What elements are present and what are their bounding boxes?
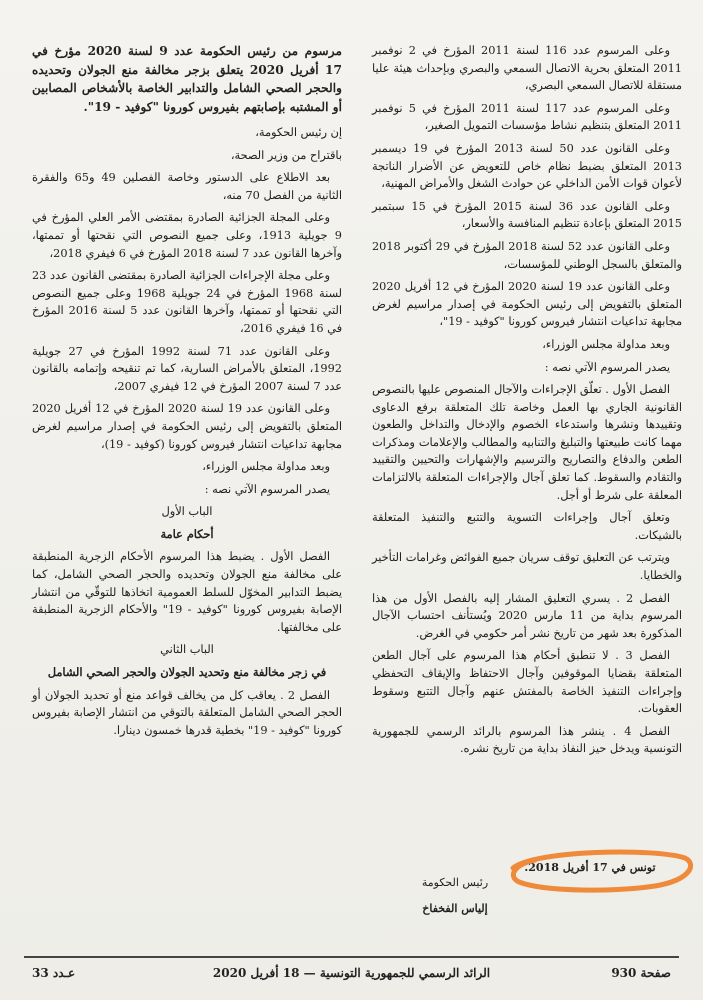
paragraph: يصدر المرسوم الآتي نصه :: [204, 482, 330, 496]
paragraph: الفصل الأول . تعلّق الإجراءات والآجال المنصوص عليها بالنصوص القانونية الجاري بها العمل وخاصة تلك المتعلقة برفع الدعاوى وتقييدها ونشرها واستدعاء الخصوم والإدخال والتداخل والطعون مهما كانت طبيعتها والتبليغ والتنابيه والمطالب والإعلامات ومذكرات الطعن والدفاع والتصاريح والترسيم والإشهارات والتحيين والتقييد والتقادم والسقوط. كما تعلق آجال والإجراءات المتعلقة بالالتزامات المعلقة على شرط أو أجل.: [372, 383, 682, 502]
paragraph: الفصل 3 . لا تنطبق أحكام هذا المرسوم على آجال الطعن المتعلقة بقضايا الموقوفين وآجال الاحتفاظ والإيقاف التحفظي وإجراءات التنفيذ الخاصة بالمفتش عنهم وآجال التتبع وسقوط العقوبات.: [372, 649, 682, 716]
paragraph: وعلى المرسوم عدد 117 لسنة 2011 المؤرخ في 5 نوفمبر 2011 المتعلق بتنظيم نشاط مؤسسات التمويل الصغير،: [372, 101, 682, 133]
chapter-title: في زجر مخالفة منع وتحديد الجولان والحجر الصحي الشامل: [47, 665, 327, 680]
issue-number: عـدد 33: [32, 966, 76, 980]
paragraph: وعلى القانون عدد 19 لسنة 2020 المؤرخ في 12 أفريل 2020 المتعلق بالتفويض إلى رئيس الحكومة في إصدار مراسيم لغرض مجابهة تداعيات انتشار فيروس كورونا (كوفيد - 19)،: [32, 402, 342, 451]
page-footer: [24, 956, 679, 986]
paragraph: ويترتب عن التعليق توقف سريان جميع الفوائض وغرامات التأخير والخطايا.: [372, 551, 682, 583]
paragraph: وتعلق آجال وإجراءات التسوية والتتبع والتنفيذ المتعلقة بالشيكات.: [372, 511, 682, 542]
paragraph: وعلى القانون عدد 52 لسنة 2018 المؤرخ في 29 أكتوبر 2018 والمتعلق بالسجل الوطني للمؤسسات،: [372, 239, 682, 271]
paragraph: يصدر المرسوم الآتي نصه :: [544, 360, 670, 374]
paragraph: وعلى القانون عدد 19 لسنة 2020 المؤرخ في 12 أفريل 2020 المتعلق بالتفويض إلى رئيس الحكومة في إصدار مراسيم لغرض مجابهة تداعيات انتشار فيروس كورونا "كوفيد - 19"،: [372, 280, 682, 329]
signature-role: رئيس الحكومة: [421, 876, 489, 889]
paragraph: وعلى المرسوم عدد 116 لسنة 2011 المؤرخ في 2 نوفمبر 2011 المتعلق بحرية الاتصال السمعي والبصري وبإحداث هيئة عليا مستقلة للاتصال السمعي البصري،: [372, 44, 682, 93]
signature-place-date: تونس في 17 أفريل 2018.: [524, 861, 656, 874]
left-column: [32, 42, 342, 744]
paragraph: إن رئيس الحكومة،: [255, 126, 342, 139]
signature-name: إلياس الفخفاخ: [422, 902, 488, 915]
paragraph: الفصل 4 . ينشر هذا المرسوم بالرائد الرسمي للجمهورية التونسية ويدخل حيز النفاذ بداية من تاريخ نشره.: [372, 724, 682, 756]
paragraph: باقتراح من وزير الصحة،: [230, 148, 342, 162]
paragraph: الفصل 2 . يسري التعليق المشار إليه بالفصل الأول من هذا المرسوم بداية من 11 مارس 2020 ويُستأنف احتساب الآجال المذكورة بعد شهر من تاريخ نشر أمر حكومي في الغرض.: [372, 591, 682, 640]
paragraph: وعلى المجلة الجزائية الصادرة بمقتضى الأمر العلي المؤرخ في 9 جويلية 1913، وعلى جميع النصوص التي نقحتها أو تممتها، وآخرها القانون عدد 7 لسنة 2018 المؤرخ في 6 فيفري 2018،: [32, 211, 342, 260]
chapter-label: الباب الأول: [161, 505, 213, 519]
chapter-label: الباب الثاني: [160, 643, 214, 657]
paragraph: وعلى مجلة الإجراءات الجزائية الصادرة بمقتضى القانون عدد 23 لسنة 1968 المؤرخ في 24 جويلية 1968 وعلى جميع النصوص التي نقحتها أو تممتها، وآخرها القانون عدد 5 لسنة 2016 المؤرخ في 16 فيفري 2016،: [32, 269, 343, 335]
paragraph: وبعد مداولة مجلس الوزراء،: [542, 337, 670, 351]
page-number: صفحة 930: [611, 966, 671, 980]
article: الفصل 2 . يعاقب كل من يخالف قواعد منع أو تحديد الجولان أو الحجر الصحي الشامل المتعلقة بالتوقي من انتشار الإصابة بفيروس كورونا "كوفيد - 19" بخطية قدرها خمسون دينارا.: [32, 688, 342, 737]
chapter-title: أحكام عامة: [160, 526, 214, 541]
decree-title: مرسوم من رئيس الحكومة عدد 9 لسنة 2020 مؤرخ في 17 أفريل 2020 يتعلق بزجر مخالفة منع الجولان وتحديده والحجر الصحي الشامل والتدابير الخاصة بالأشخاص المصابين أو المشتبه بإصابتهم بفيروس كورونا "كوفيد - 19".: [32, 44, 343, 114]
gazette-name: الرائد الرسمي للجمهورية التونسية — 18 أفريل 2020: [212, 966, 491, 980]
paragraph: وعلى القانون عدد 36 لسنة 2015 المؤرخ في 15 سبتمبر 2015 المتعلق بإعادة تنظيم المنافسة والأسعار،: [372, 199, 682, 231]
article: الفصل الأول . يضبط هذا المرسوم الأحكام الزجرية المنطبقة على مخالفة منع الجولان وتحديده والحجر الصحي الشامل، كما يضبط التدابير المخوّل للسلط العمومية اتخاذها للتوقّي من انتشار الإصابة بفيروس كورونا "كوفيد - 19" والأحكام الزجرية المنطبقة على مخالفتها.: [32, 550, 342, 634]
paragraph: بعد الاطلاع على الدستور وخاصة الفصلين 49 و65 والفقرة الثانية من الفصل 70 منه،: [32, 171, 342, 202]
paragraph: وعلى القانون عدد 71 لسنة 1992 المؤرخ في 27 جويلية 1992، المتعلق بالأمراض السارية، كما تم تنقيحه وإتمامه بالقانون عدد 7 لسنة 2007 المؤرخ في 12 فيفري 2007،: [32, 344, 342, 393]
paragraph: وعلى القانون عدد 50 لسنة 2013 المؤرخ في 19 ديسمبر 2013 المتعلق بضبط نظام خاص للتعويض عن الأضرار الناتجة لأعوان قوات الأمن الداخلي عن حوادث الشغل والأمراض المهنية،: [372, 141, 682, 191]
paragraph: وبعد مداولة مجلس الوزراء،: [202, 460, 330, 474]
right-column: [372, 42, 682, 763]
